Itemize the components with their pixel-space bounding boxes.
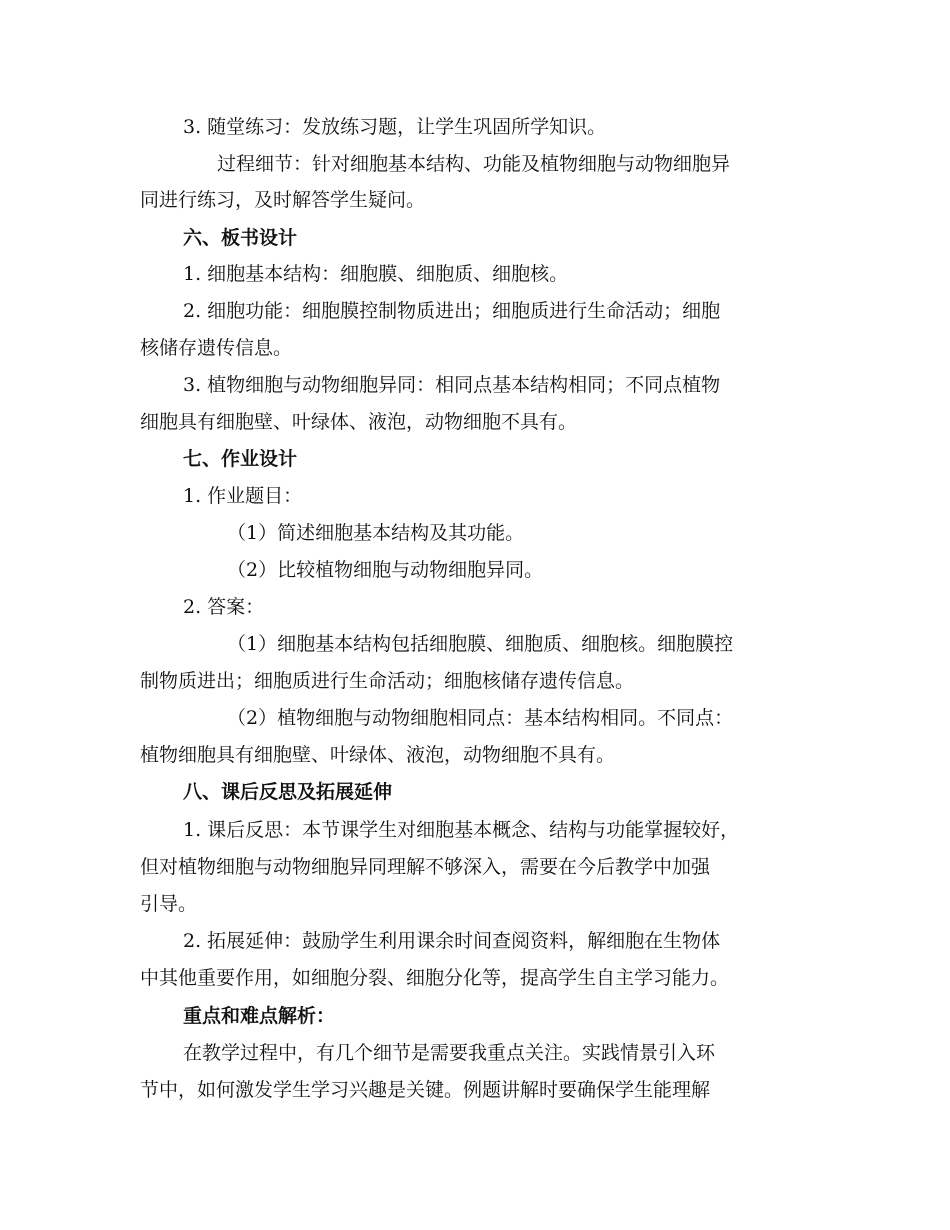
practice-title: 3. 随堂练习：发放练习题，让学生巩固所学知识。	[183, 116, 607, 138]
key-points-line-2: 节中，如何激发学生学习兴趣是关键。例题讲解时要确保学生能理解	[140, 1079, 711, 1101]
key-points-line-1: 在教学过程中，有几个细节是需要我重点关注。实践情景引入环	[183, 1042, 716, 1064]
section-8-heading: 八、课后反思及拓展延伸	[183, 781, 393, 803]
homework-item-2: 2. 答案：	[183, 596, 265, 618]
board-item-2-line-1: 2. 细胞功能：细胞膜控制物质进出；细胞质进行生命活动；细胞	[183, 300, 721, 322]
homework-answer-2-line-1: （2）植物细胞与动物细胞相同点：基本结构相同。不同点：	[227, 707, 734, 729]
practice-detail-line-2: 同进行练习，及时解答学生疑问。	[140, 189, 426, 211]
reflection-line-1: 1. 课后反思：本节课学生对细胞基本概念、结构与功能掌握较好，	[183, 819, 740, 841]
practice-detail-line-1: 过程细节：针对细胞基本结构、功能及植物细胞与动物细胞异	[217, 153, 731, 175]
homework-question-1: （1）简述细胞基本结构及其功能。	[227, 522, 525, 544]
extension-line-1: 2. 拓展延伸：鼓励学生利用课余时间查阅资料，解细胞在生物体	[183, 930, 721, 952]
board-item-3-line-2: 细胞具有细胞壁、叶绿体、液泡，动物细胞不具有。	[140, 411, 578, 433]
homework-answer-1-line-2: 制物质进出；细胞质进行生命活动；细胞核储存遗传信息。	[140, 670, 635, 692]
key-points-heading: 重点和难点解析：	[183, 1005, 336, 1027]
homework-question-2: （2）比较植物细胞与动物细胞异同。	[227, 559, 544, 581]
homework-answer-2-line-2: 植物细胞具有细胞壁、叶绿体、液泡，动物细胞不具有。	[140, 744, 616, 766]
homework-item-1: 1. 作业题目：	[183, 485, 303, 507]
board-item-1: 1. 细胞基本结构：细胞膜、细胞质、细胞核。	[183, 263, 569, 285]
section-7-heading: 七、作业设计	[183, 448, 298, 470]
reflection-line-2: 但对植物细胞与动物细胞异同理解不够深入，需要在今后教学中加强	[140, 856, 711, 878]
board-item-2-line-2: 核储存遗传信息。	[140, 337, 293, 359]
extension-line-2: 中其他重要作用，如细胞分裂、细胞分化等，提高学生自主学习能力。	[140, 967, 730, 989]
reflection-line-3: 引导。	[140, 893, 198, 915]
section-6-heading: 六、板书设计	[183, 227, 298, 249]
homework-answer-1-line-1: （1）细胞基本结构包括细胞膜、细胞质、细胞核。细胞膜控	[227, 633, 734, 655]
board-item-3-line-1: 3. 植物细胞与动物细胞异同：相同点基本结构相同；不同点植物	[183, 374, 721, 396]
